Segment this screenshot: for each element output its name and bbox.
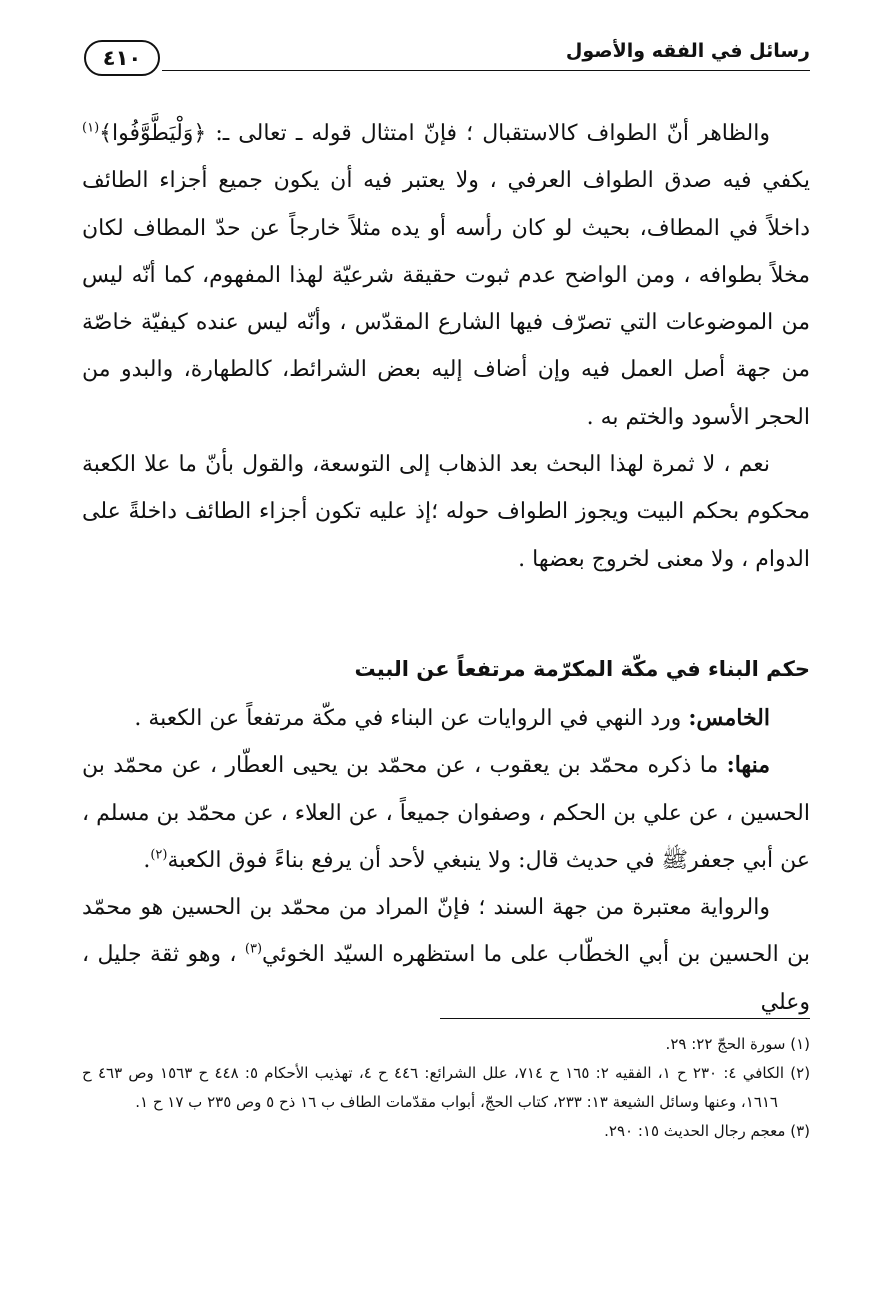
footnotes xyxy=(82,1030,810,1146)
section-heading: حكم البناء في مكّة المكرّمة مرتفعاً عن البيت xyxy=(354,657,810,681)
footnote-2: (٢) الكافي ٤: ٢٣٠ ح ١، الفقيه ٢: ١٦٥ ح ٧١٤، علل الشرائع: ٤٤٦ ح ٤، تهذيب الأحكام ٥: ٤٤٨ ح ١٥٦٣ وص ٤٦٣ ح ١٦١٦، وعنها وسائل الشيعة ١٣: ٢٣٣، كتاب الحجّ، أبواب مقدّمات الطاف ب ١٦ ذح ٥ وص ٢٣٥ ب ١٧ ح ١. xyxy=(82,1064,811,1111)
footnote-ref-2: (٢) xyxy=(150,847,168,863)
paragraph-text: والرواية معتبرة من جهة السند ؛ فإنّ المراد من محمّد بن الحسين هو محمّد بن الحسين بن أبي الخطّاب على ما استظهره السيّد الخوئي xyxy=(82,895,810,968)
lead-word: الخامس: xyxy=(688,705,770,731)
body-text-section xyxy=(82,695,810,1026)
lead-word: منها: xyxy=(726,752,770,779)
header-rule xyxy=(162,70,810,71)
page-header xyxy=(82,28,810,76)
paragraph-text: ورد النهي في الروايات عن البناء في مكّة مرتفعاً عن الكعبة . xyxy=(134,706,689,731)
paragraph-text: ما ذكره محمّد بن يعقوب ، عن محمّد بن يحيى العطّار ، عن محمّد بن الحسين ، عن علي بن الحكم ، وصفوان جميعاً ، عن العلاء ، عن محمّد بن مسلم ، عن أبي جعفرﷺ في حديث قال: ولا ينبغي لأحد أن يرفع بناءً فوق الكعبة xyxy=(82,753,810,873)
paragraph-end: ، وهو ثقة جليل ، وعلي xyxy=(82,942,810,1015)
footnote-ref-3: (٣) xyxy=(244,942,263,958)
footnote-3: (٣) معجم رجال الحديث ١٥: ٢٩٠. xyxy=(604,1122,810,1140)
paragraph-fifth xyxy=(82,695,810,742)
page-number: ٤١٠ xyxy=(84,40,160,76)
paragraph-text-cont: يكفي فيه صدق الطواف العرفي ، ولا يعتبر فيه أن يكون جميع أجزاء الطائف داخلاً في المطاف، بحيث لو كان رأسه أو يده مثلاً خارجاً عن حدّ المطاف لكان مخلاً بطوافه ، ومن الواضح عدم ثبوت حقيقة شرعيّة لهذا المفهوم، كما أنّه ليس من الموضوعات التي تصرّف فيها الشارع المقدّس ، وأنّه ليس عنده كيفيّة خاصّة من جهة أصل العمل فيه وإن أضاف إليه بعض الشرائط، كالطهارة، والبدو من الحجر الأسود والختم به . xyxy=(82,168,810,430)
paragraph-narration xyxy=(82,742,810,884)
footnote-ref-1: (١) xyxy=(82,120,100,136)
running-title: رسائل في الفقه والأصول xyxy=(565,40,810,62)
paragraph-no-benefit: نعم ، لا ثمرة لهذا البحث بعد الذهاب إلى التوسعة، والقول بأنّ ما علا الكعبة محكوم بحكم البيت ويجوز الطواف حوله ؛إذ عليه تكون أجزاء الطائف داخلةً على الدوام ، ولا معنى لخروج بعضها . xyxy=(82,452,810,572)
paragraph-text: والظاهر أنّ الطواف كالاستقبال ؛ فإنّ امتثال قوله ـ تعالى ـ: ﴿وَلْيَطَّوَّفُوا﴾ xyxy=(99,121,770,146)
body-text-top xyxy=(82,110,810,583)
paragraph-chain xyxy=(82,884,810,1026)
footnote-1: (١) سورة الحجّ ٢٢: ٢٩. xyxy=(665,1035,810,1053)
paragraph-end: . xyxy=(143,847,151,873)
footnote-separator xyxy=(440,1018,810,1019)
paragraph-tawaf xyxy=(82,110,810,441)
